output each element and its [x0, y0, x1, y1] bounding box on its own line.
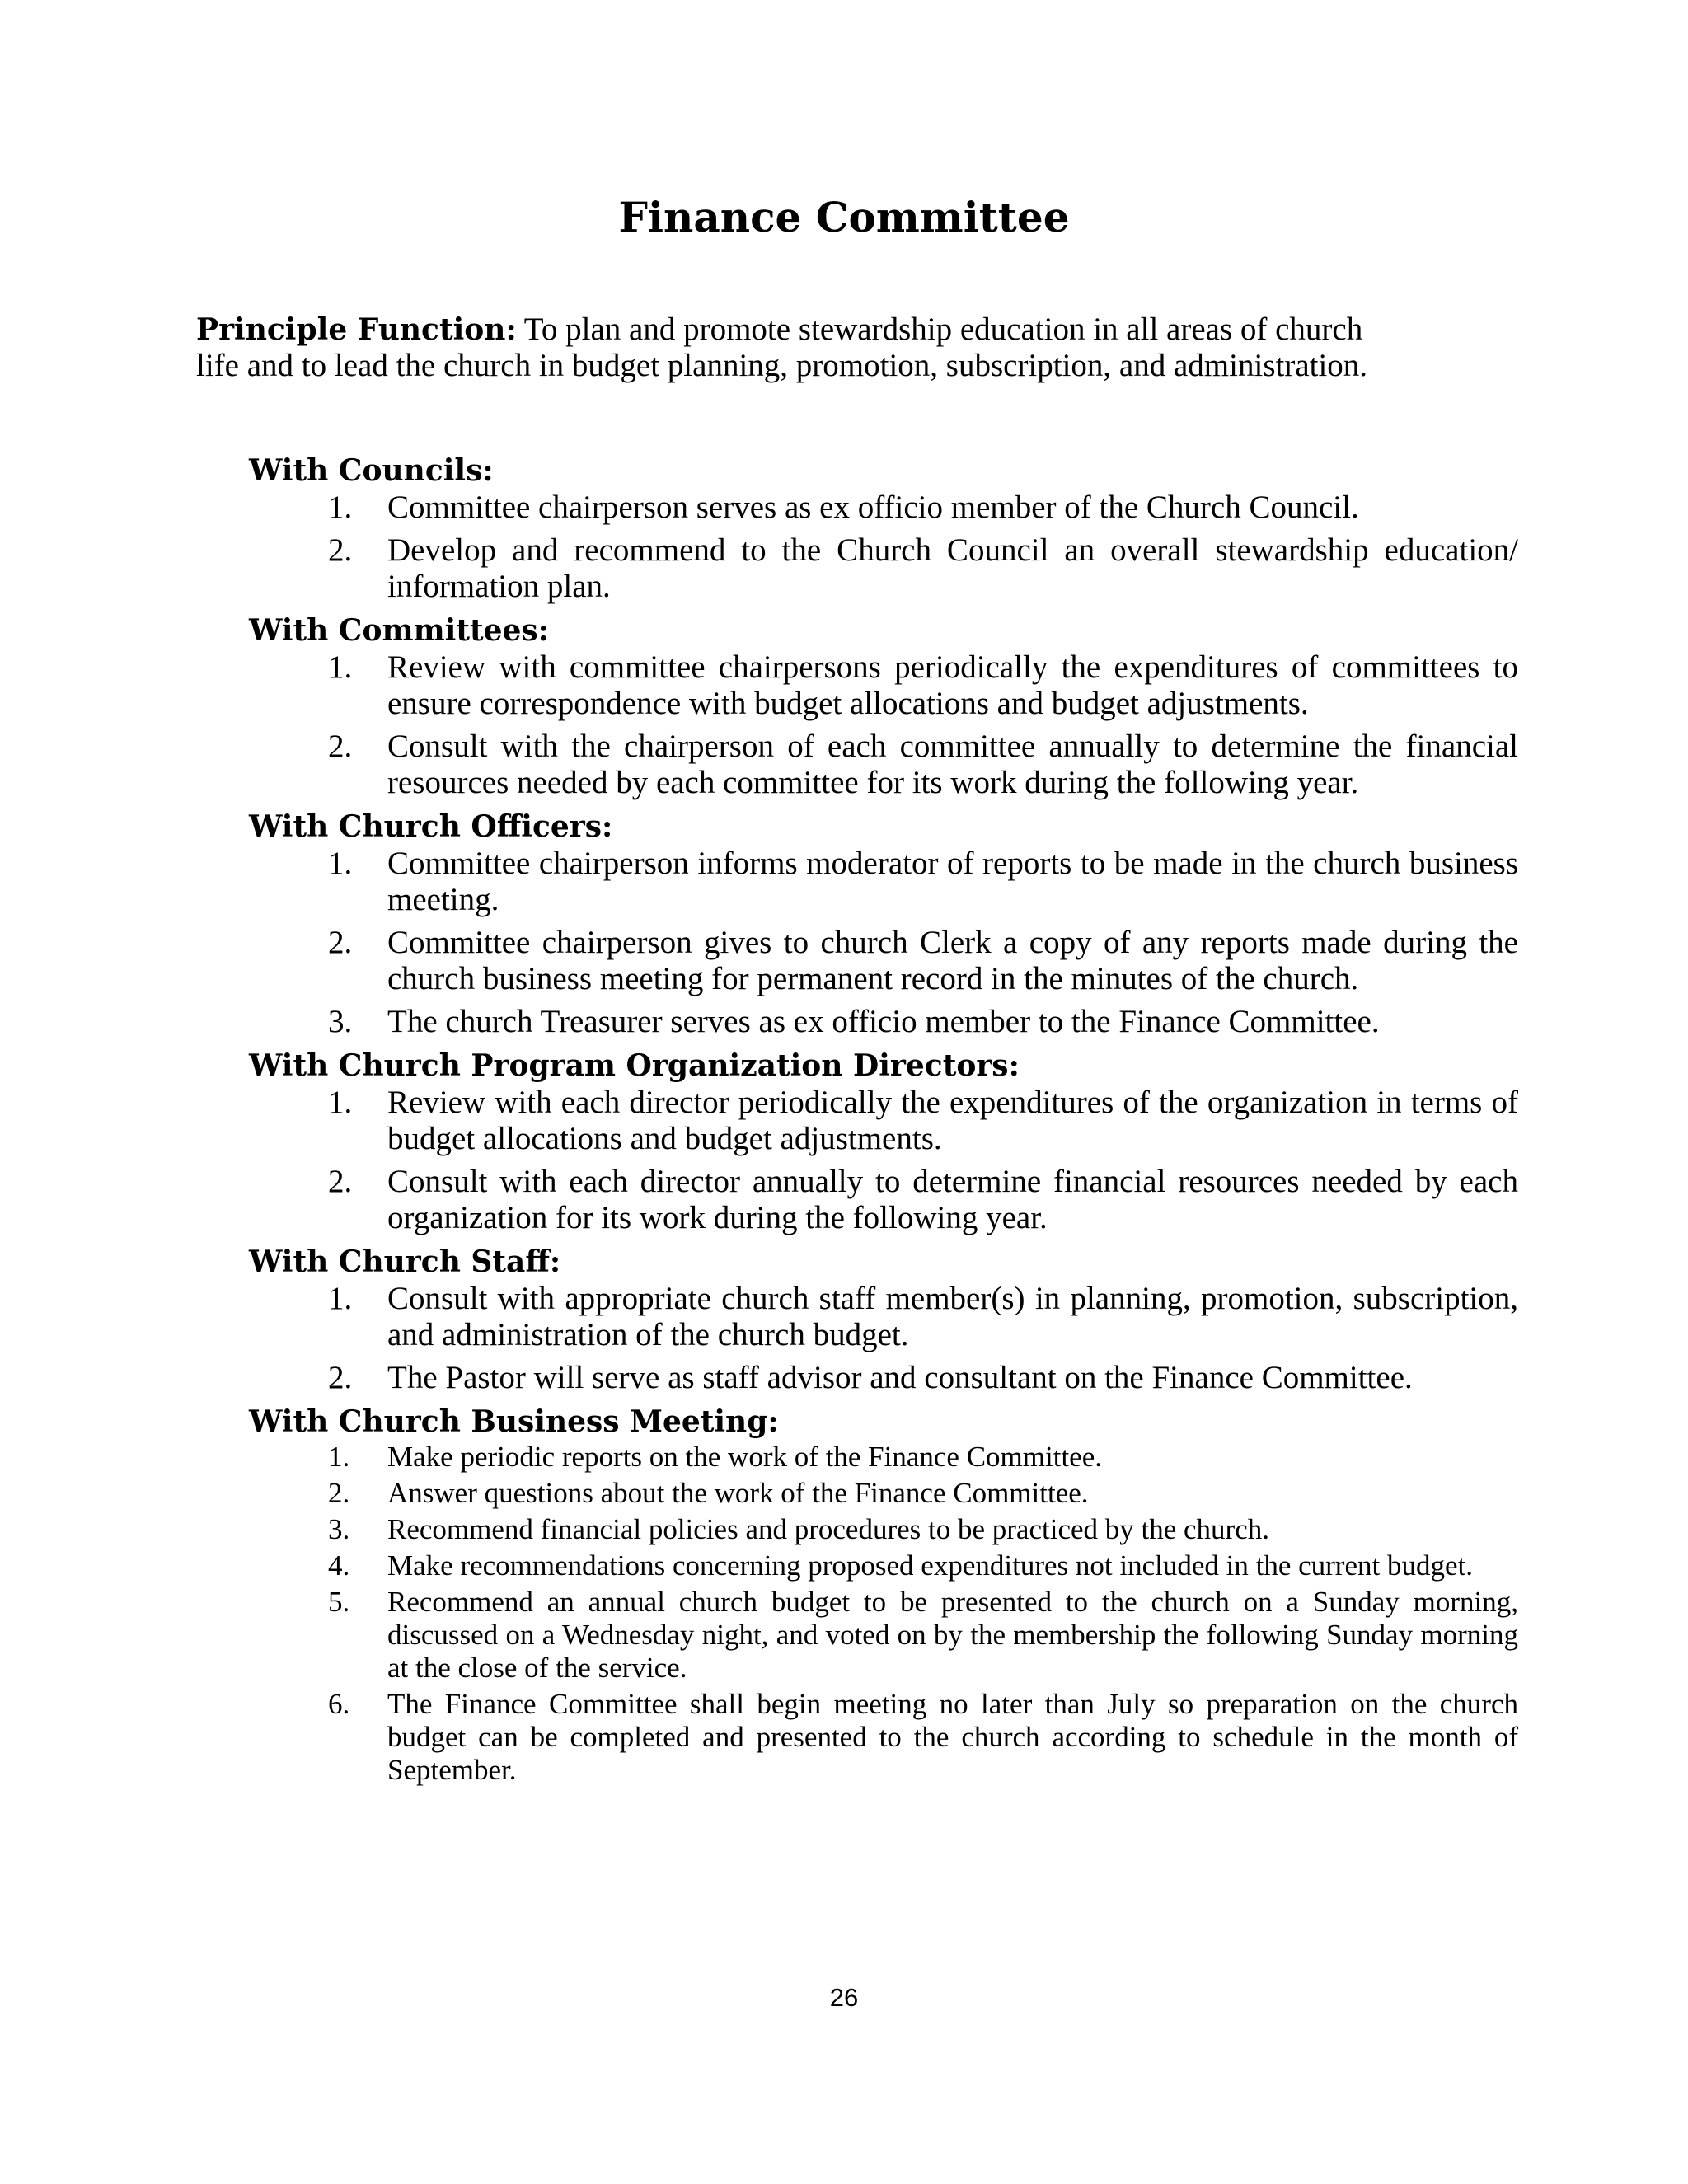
item-list [249, 1085, 1518, 1236]
item-number: 1. [328, 490, 353, 525]
section-church-officers [249, 808, 1518, 1040]
item-number: 2. [328, 1164, 353, 1199]
item-number: 1. [328, 846, 353, 881]
item-list [249, 1281, 1518, 1396]
section-program-organization-directors [249, 1047, 1518, 1236]
list-item [249, 846, 1518, 918]
item-text: Recommend financial policies and procedures to be practiced by the church. [387, 1513, 1269, 1545]
item-list [249, 1441, 1518, 1787]
list-item [249, 532, 1518, 605]
list-item [249, 1513, 1518, 1546]
principle-function [196, 312, 1393, 383]
list-item [249, 1586, 1518, 1685]
item-list [249, 846, 1518, 1040]
item-number: 1. [328, 1441, 350, 1473]
item-text: Answer questions about the work of the Finance Committee. [387, 1477, 1089, 1509]
item-number: 2. [328, 925, 353, 960]
item-text: Develop and recommend to the Church Council an overall stewardship education/ information plan. [387, 532, 1518, 604]
item-list [249, 490, 1518, 605]
list-item [249, 1688, 1518, 1787]
section-heading: With Church Program Organization Directors: [249, 1048, 1020, 1083]
section-heading: With Church Staff: [249, 1244, 561, 1279]
page-title: Finance Committee [618, 193, 1070, 241]
list-item [249, 1441, 1518, 1474]
section-heading: With Church Business Meeting: [249, 1404, 779, 1439]
item-text: The Pastor will serve as staff advisor and consultant on the Finance Committee. [387, 1360, 1413, 1395]
item-number: 1. [328, 1085, 353, 1120]
item-text: Consult with appropriate church staff member(s) in planning, promotion, subscription, and administration of the church budget. [387, 1281, 1518, 1352]
list-item [249, 1004, 1518, 1040]
list-item [249, 729, 1518, 801]
item-text: Make recommendations concerning proposed expenditures not included in the current budget. [387, 1549, 1473, 1582]
list-item [249, 649, 1518, 722]
list-item [249, 1549, 1518, 1582]
item-text: Review with committee chairpersons periodically the expenditures of committees to ensure correspondence with budget allocations and budget adjustments. [387, 649, 1518, 721]
item-text: Review with each director periodically the expenditures of the organization in terms of budget allocations and budget adjustments. [387, 1085, 1518, 1156]
page-number: 26 [829, 1983, 859, 2012]
item-number: 2. [328, 1477, 350, 1509]
section-councils [249, 452, 1518, 605]
relationships-content [249, 452, 1518, 1790]
item-number: 2. [328, 532, 353, 568]
item-number: 1. [328, 649, 353, 685]
section-church-business-meeting [249, 1403, 1518, 1787]
section-heading: With Councils: [249, 453, 494, 488]
item-text: Make periodic reports on the work of the Finance Committee. [387, 1441, 1102, 1473]
list-item [249, 925, 1518, 997]
section-committees [249, 612, 1518, 801]
list-item [249, 1164, 1518, 1236]
item-text: Recommend an annual church budget to be presented to the church on a Sunday morning, discussed on a Wednesday night, and voted on by the membership the following Sunday morning at the close of the service. [387, 1586, 1518, 1684]
item-text: Consult with the chairperson of each committee annually to determine the financial resources needed by each committee for its work during the following year. [387, 729, 1518, 800]
item-number: 5. [328, 1586, 350, 1618]
item-text: Committee chairperson informs moderator of reports to be made in the church business meeting. [387, 846, 1518, 917]
list-item [249, 1360, 1518, 1396]
item-number: 4. [328, 1549, 350, 1582]
principle-function-label: Principle Function: [196, 312, 517, 347]
item-number: 3. [328, 1004, 353, 1039]
item-text: The church Treasurer serves as ex officio member to the Finance Committee. [387, 1004, 1380, 1039]
item-text: Committee chairperson serves as ex officio member of the Church Council. [387, 490, 1359, 525]
section-heading: With Church Officers: [249, 809, 613, 844]
item-number: 1. [328, 1281, 353, 1316]
list-item [249, 490, 1518, 526]
item-list [249, 649, 1518, 801]
item-number: 2. [328, 729, 353, 764]
item-number: 3. [328, 1513, 350, 1545]
principle-function-text: To plan and promote stewardship education in all areas of church life and to lead the church in budget planning, promotion, subscription, and administration. [196, 312, 1368, 383]
item-text: Consult with each director annually to determine financial resources needed by each organization for its work during the following year. [387, 1164, 1518, 1235]
item-text: The Finance Committee shall begin meeting no later than July so preparation on the church budget can be completed and presented to the church according to schedule in the month of September. [387, 1688, 1518, 1786]
list-item [249, 1477, 1518, 1510]
list-item [249, 1085, 1518, 1157]
section-heading: With Committees: [249, 613, 549, 648]
section-church-staff [249, 1243, 1518, 1396]
list-item [249, 1281, 1518, 1353]
item-number: 2. [328, 1360, 353, 1395]
item-number: 6. [328, 1688, 350, 1720]
item-text: Committee chairperson gives to church Clerk a copy of any reports made during the church business meeting for permanent record in the minutes of the church. [387, 925, 1518, 996]
